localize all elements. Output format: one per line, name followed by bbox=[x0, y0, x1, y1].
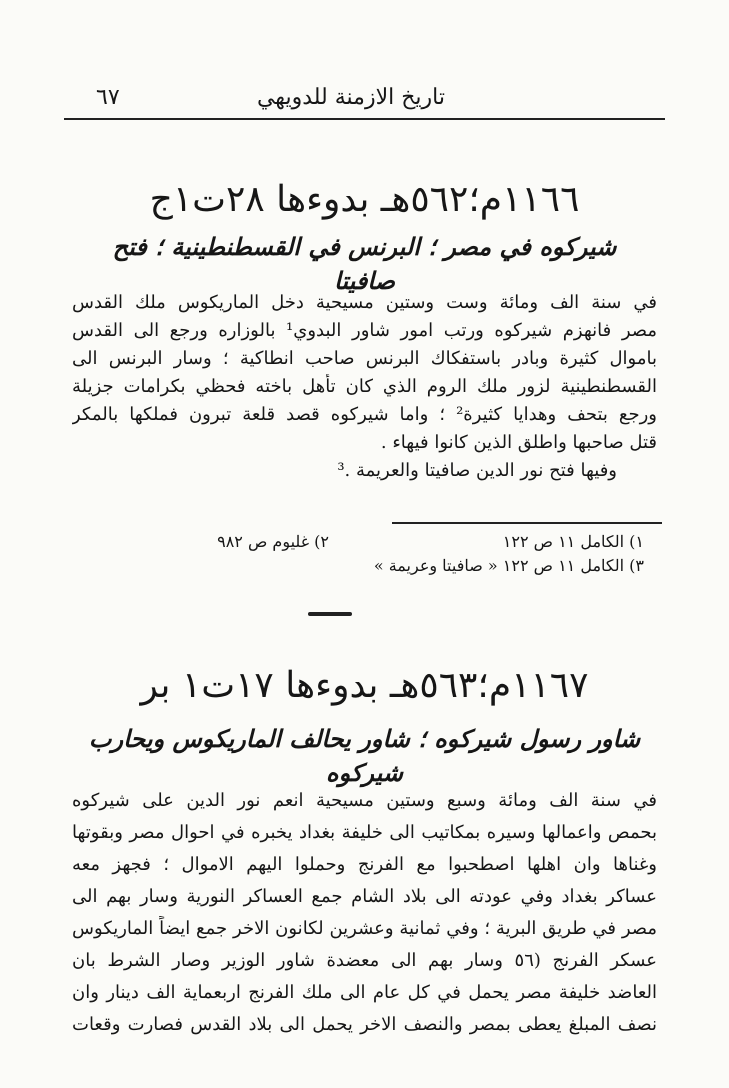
running-head bbox=[64, 84, 665, 112]
section-1-year-line: ١١٦٦م؛٥٦٢هـ بدوءها ٢٨ت١ج bbox=[149, 179, 580, 220]
footnote-rule bbox=[392, 522, 662, 524]
section-1-line: قتل صاحبها واطلق الذين كانوا فيهاء . bbox=[380, 432, 657, 453]
section-2-subheading: شاور رسول شيركوه ؛ شاور يحالف الماريكوس ويحارب شيركوه bbox=[88, 724, 641, 787]
section-1-line: ورجع بتحف وهدايا كثيرة² ؛ واما شيركوه قصد قلعة تبرون فملكها بالمكر bbox=[72, 404, 657, 425]
header-rule bbox=[64, 118, 665, 120]
section-divider bbox=[308, 612, 352, 616]
section-2-line: عساكر بغداد وفي عودته الى بلاد الشام جمع العساكر النورية وسار بهم الى bbox=[72, 886, 657, 907]
footnote-2: ٢) غليوم ص ٩٨٢ bbox=[217, 532, 329, 551]
footnote-3: ٣) الكامل ١١ ص ١٢٢ « صافيتا وعريمة » bbox=[373, 556, 644, 575]
section-2-line: وغناها وان اهلها اصطحبوا مع الفرنج وحملوا اليهم الاموال ؛ فجهز معه bbox=[72, 854, 657, 875]
section-1-line: باموال كثيرة وبادر باستفكاك البرنس صاحب انطاكية ؛ وسار البرنس الى bbox=[72, 348, 657, 369]
section-2-line: مصر في طريق البرية ؛ وفي ثمانية وعشرين لكانون الاخر جمع ايضاً الماريكوس bbox=[72, 918, 657, 939]
section-1-line: في سنة الف ومائة وست وستين مسيحية دخل الماريكوس ملك القدس bbox=[72, 292, 657, 313]
section-1-line: وفيها فتح نور الدين صافيتا والعريمة .³ bbox=[337, 460, 617, 481]
section-1-line: القسطنطينية لزور ملك الروم الذي كان تأهل باخته فحظي بكرامات جزيلة bbox=[72, 376, 657, 397]
section-1-subheading: شيركوه في مصر ؛ البرنس في القسطنطينية ؛ فتح صافيتا bbox=[112, 232, 617, 295]
section-2-line: في سنة الف ومائة وسبع وستين مسيحية انعم نور الدين على شيركوه bbox=[72, 790, 657, 811]
footnote-1: ١) الكامل ١١ ص ١٢٢ bbox=[502, 532, 644, 551]
section-2-line: عسكر الفرنج (٥٦ وسار بهم الى معضدة شاور الوزير وصار الشرط بان bbox=[72, 950, 657, 971]
running-head-title: تاريخ الازمنة للدويهي bbox=[256, 85, 445, 110]
section-2-year-line: ١١٦٧م؛٥٦٣هـ بدوءها ١٧ت١ بر bbox=[140, 665, 589, 706]
section-2-line: نصف المبلغ يعطى بمصر والنصف الاخر يحمل الى بلاد القدس فصارت وقعات bbox=[72, 1014, 657, 1035]
page-number: ٦٧ bbox=[96, 85, 120, 110]
section-1-line: مصر فانهزم شيركوه ورتب امور شاور البدوي¹ بالوزاره ورجع الى القدس bbox=[72, 320, 657, 341]
section-2-line: بحمص واعمالها وسيره بمكاتيب الى خليفة بغداد يخبره في احوال مصر وبقوتها bbox=[72, 822, 657, 843]
section-2-line: العاضد خليفة مصر يحمل في كل عام الى ملك الفرنج اربعماية الف دينار وان bbox=[72, 982, 657, 1003]
